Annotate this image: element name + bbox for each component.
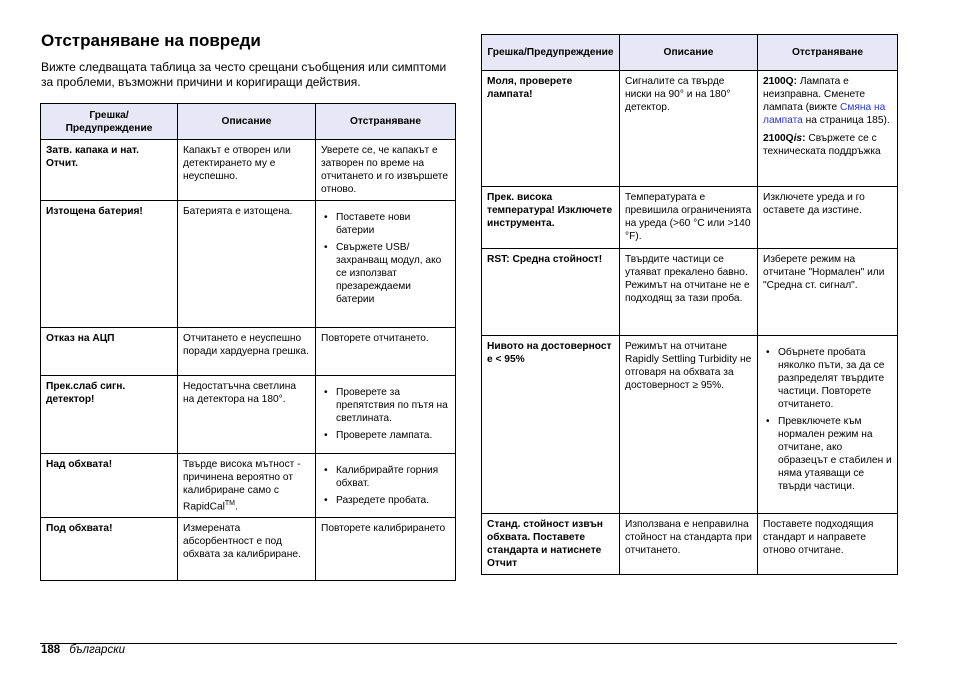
model-label-colon: : (802, 133, 806, 144)
table-row (41, 328, 456, 376)
header-error: Грешка/Предупреждение (41, 104, 178, 140)
model-label-suffix: is (793, 133, 803, 144)
header-remedy: Отстраняване (316, 104, 456, 140)
table-header-row (41, 104, 456, 140)
list-item: • Превключете към нормален режим на отчитане, ако образецът е стабилен и няма утаяващи се твърди частици. (763, 415, 892, 493)
error-cell: Изтощена батерия! (41, 201, 178, 328)
remedy-cell: Изберете режим на отчитане "Нормален" или "Средна ст. сигнал". (758, 249, 898, 336)
description-cell: Твърдите частици се утаяват прекалено бавно. Режимът на отчитане не е подходящ за тази проба. (620, 249, 758, 336)
trademark-mark: TM (224, 500, 236, 507)
remedy-2100qis (763, 132, 892, 158)
header-description: Описание (620, 35, 758, 71)
remedy-list (321, 211, 450, 306)
remedy-cell (758, 336, 898, 514)
troubleshooting-table-right (481, 34, 898, 575)
description-cell: Измерената абсорбентност е под обхвата за калибриране. (178, 518, 316, 581)
error-cell: Моля, проверете лампата! (482, 71, 620, 187)
header-error: Грешка/Предупреждение (482, 35, 620, 71)
model-label-base: 2100Q (763, 133, 794, 144)
page-footer (41, 644, 125, 656)
table-row (41, 376, 456, 454)
list-item: • Проверете лампата. (321, 429, 450, 442)
remedy-text: Лампата е неизправна. Сменете лампата (вижте (763, 76, 866, 113)
description-cell: Батерията е изтощена. (178, 201, 316, 328)
header-description: Описание (178, 104, 316, 140)
description-cell: Сигналите са твърде ниски на 90° и на 180° детектор. (620, 71, 758, 187)
remedy-list (321, 386, 450, 442)
header-remedy: Отстраняване (758, 35, 898, 71)
table-row (482, 249, 898, 336)
table-row (41, 454, 456, 518)
remedy-cell (316, 201, 456, 328)
error-cell: Под обхвата! (41, 518, 178, 581)
remedy-cell (758, 71, 898, 187)
remedy-list (321, 464, 450, 507)
error-cell: Отказ на АЦП (41, 328, 178, 376)
model-label: 2100Q: (763, 76, 797, 87)
list-item: • Поставете нови батерии (321, 211, 450, 237)
list-item: • Проверете за препятствия по пътя на светлината. (321, 386, 450, 425)
error-cell: Над обхвата! (41, 454, 178, 518)
error-cell: Прек.слаб сигн. детектор! (41, 376, 178, 454)
description-cell (178, 454, 316, 518)
remedy-cell (316, 454, 456, 518)
table-row (482, 336, 898, 514)
error-cell: Прек. висока температура! Изключете инструмента. (482, 187, 620, 249)
error-cell: Нивото на достоверност е < 95% (482, 336, 620, 514)
description-cell: Използвана е неправилна стойност на стандарта при отчитането. (620, 514, 758, 575)
description-cell: Режимът на отчитане Rapidly Settling Turbidity не отговаря на обхвата за достоверност ≥ 95%. (620, 336, 758, 514)
error-cell: RST: Средна стойност! (482, 249, 620, 336)
page-title: Отстраняване на повреди (41, 31, 261, 50)
troubleshooting-table-left (40, 103, 456, 581)
footer-language: български (69, 644, 126, 656)
list-item: • Обърнете пробата няколко пъти, за да се разпределят твърдите частици. Повторете отчитането. (763, 346, 892, 411)
remedy-cell (316, 376, 456, 454)
footer-divider (40, 643, 897, 644)
description-cell: Отчитането е неуспешно поради хардуерна грешка. (178, 328, 316, 376)
remedy-list (763, 346, 892, 493)
list-item: • Разредете пробата. (321, 494, 450, 507)
table-row (482, 187, 898, 249)
remedy-cell: Поставете подходящия стандарт и направете отново отчитане. (758, 514, 898, 575)
description-cell: Температурата е превишила ограниченията на уреда (>60 °C или >140 °F). (620, 187, 758, 249)
description-end: . (235, 501, 238, 513)
list-item: • Калибрирайте горния обхват. (321, 464, 450, 490)
table-row (41, 140, 456, 201)
replace-lamp-link[interactable]: Смяна на лампата (763, 102, 886, 126)
remedy-cell: Уверете се, че капакът е затворен по време на отчитането и го извършете отново. (316, 140, 456, 201)
table-row (482, 514, 898, 575)
error-cell: Затв. капака и нат. Отчит. (41, 140, 178, 201)
table-header-row (482, 35, 898, 71)
remedy-page-ref: на страница 185). (802, 115, 890, 126)
page-number: 188 (41, 644, 61, 656)
table-row (41, 518, 456, 581)
model-label (763, 133, 806, 144)
intro-text: Вижте следващата таблица за често срещани съобщения или симптоми за проблеми, възможни причини и коригиращи действия. (41, 60, 447, 89)
remedy-cell: Изключете уреда и го оставете да изстине. (758, 187, 898, 249)
table-row (41, 201, 456, 328)
description-text: Твърде висока мътност - причинена вероятно от калибриране само с RapidCal (183, 459, 301, 513)
description-cell: Капакът е отворен или детектирането му е неуспешно. (178, 140, 316, 201)
table-row (482, 71, 898, 187)
list-item: • Свържете USB/захранващ модул, ако се използват презареждаеми батерии (321, 241, 450, 306)
remedy-cell: Повторете калибрирането (316, 518, 456, 581)
error-cell: Станд. стойност извън обхвата. Поставете стандарта и натиснете Отчит (482, 514, 620, 575)
remedy-text: Свържете се с техническата поддръжка (763, 133, 881, 157)
remedy-2100q (763, 75, 892, 127)
description-cell: Недостатъчна светлина на детектора на 180°. (178, 376, 316, 454)
remedy-cell: Повторете отчитането. (316, 328, 456, 376)
